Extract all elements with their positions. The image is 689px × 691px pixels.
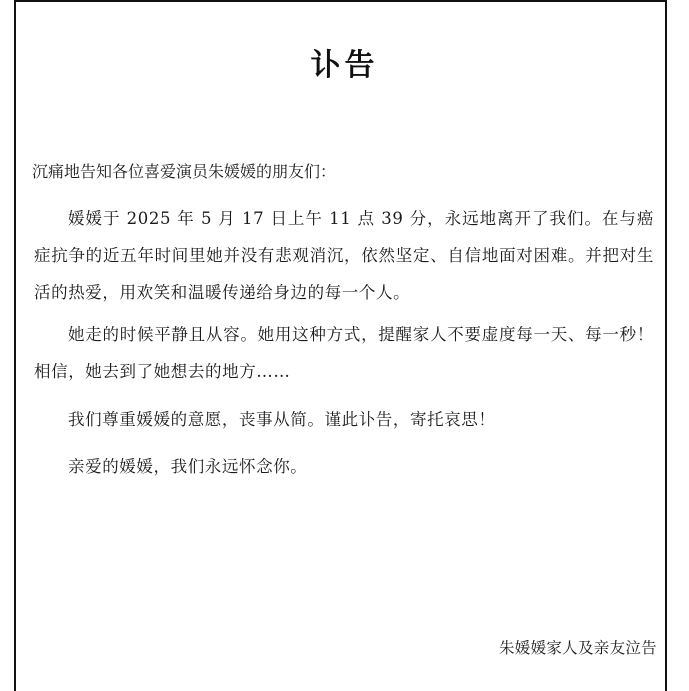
page-title: 讣告 — [310, 48, 379, 83]
paragraph-3: 我们尊重媛媛的意愿，丧事从简。谨此讣告，寄托哀思！ — [68, 410, 496, 429]
paragraph-1: 媛媛于 2025 年 5 月 17 日上午 11 点 39 分，永远地离开了我们。在与癌症抗争的近五年时间里她并没有悲观消沉，依然坚定、自信地面对困难。并把对生活的热爱，用欢笑和温暖传递给身边的每一个人。 — [34, 209, 654, 302]
paragraph-4: 亲爱的媛媛，我们永远怀念你。 — [68, 457, 308, 476]
signature: 朱媛媛家人及亲友泣告 — [498, 639, 657, 657]
salutation: 沉痛地告知各位喜爱演员朱媛媛的朋友们： — [32, 162, 337, 181]
paragraph-2: 她走的时候平静且从容。她用这种方式，提醒家人不要虚度每一天、每一秒！相信，她去到了她想去的地方…… — [34, 325, 654, 381]
